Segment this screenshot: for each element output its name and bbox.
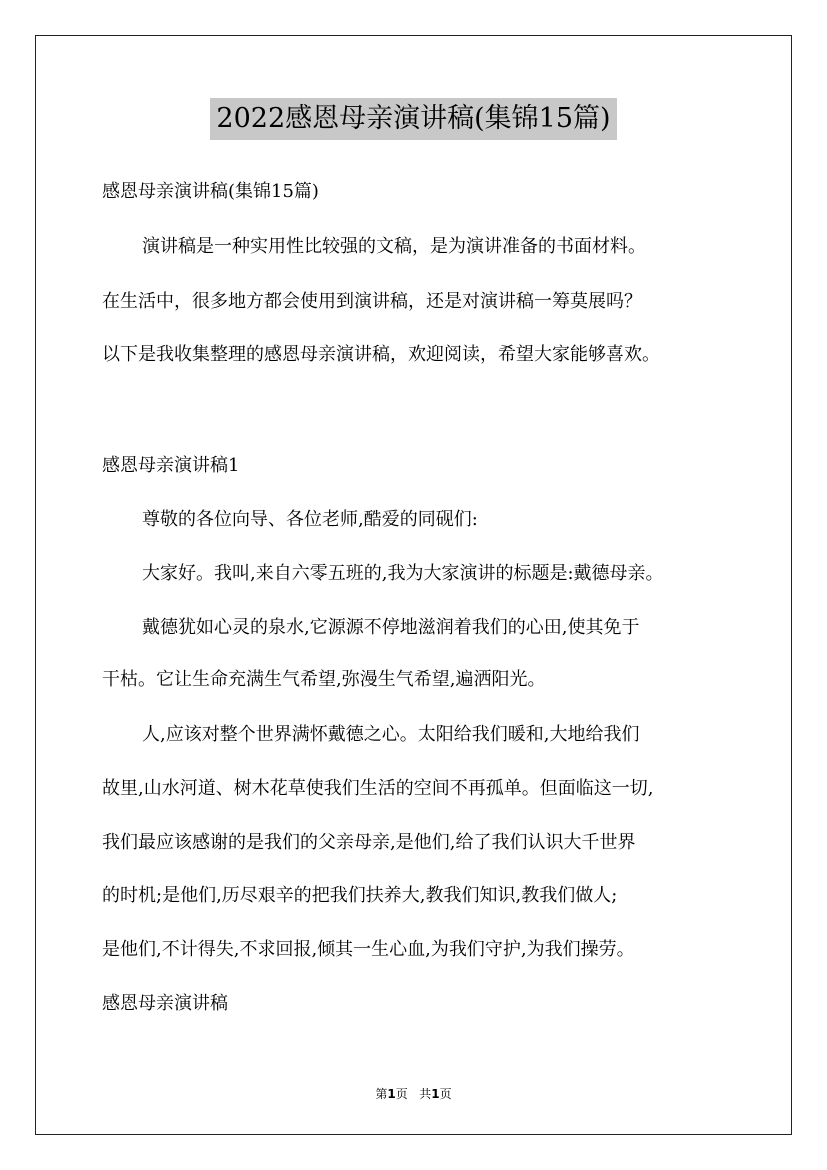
- total-prefix: 共: [419, 1087, 432, 1101]
- page-suffix: 页: [395, 1087, 408, 1101]
- paragraph-line: 人,应该对整个世界满怀戴德之心。太阳给我们暖和,大地给我们: [142, 724, 640, 745]
- subtitle-line: 感恩母亲演讲稿(集锦15篇): [102, 181, 319, 202]
- paragraph-line: 的时机;是他们,历尽艰辛的把我们扶养大,教我们知识,教我们做人;: [102, 885, 618, 906]
- paragraph-line: 尊敬的各位向导、各位老师,酷爱的同砚们:: [142, 509, 478, 530]
- document-title: 2022感恩母亲演讲稿(集锦15篇): [210, 98, 616, 140]
- paragraph-line: 大家好。我叫,来自六零五班的,我为大家演讲的标题是:戴德母亲。: [142, 563, 664, 584]
- page-prefix: 第: [375, 1087, 388, 1101]
- section-heading: 感恩母亲演讲稿: [102, 993, 228, 1014]
- paragraph-line: 是他们,不计得失,不求回报,倾其一生心血,为我们守护,为我们操劳。: [102, 939, 635, 960]
- paragraph-line: 故里,山水河道、树木花草使我们生活的空间不再孤单。但面临这一切,: [102, 778, 654, 799]
- total-pages: 1: [431, 1087, 440, 1101]
- paragraph-line: 演讲稿是一种实用性比较强的文稿，是为演讲准备的书面材料。: [142, 236, 646, 257]
- paragraph-line: 干枯。它让生命充满生气希望,弥漫生气希望,遍洒阳光。: [102, 669, 546, 690]
- title-container: [0, 98, 827, 140]
- paragraph-line: 戴德犹如心灵的泉水,它源源不停地滋润着我们的心田,使其免于: [142, 617, 640, 638]
- page-number: 1: [387, 1087, 396, 1101]
- paragraph-line: 在生活中，很多地方都会使用到演讲稿，还是对演讲稿一筹莫展吗？: [102, 291, 642, 312]
- section-heading: 感恩母亲演讲稿1: [102, 455, 240, 476]
- total-suffix: 页: [439, 1087, 452, 1101]
- paragraph-line: 我们最应该感谢的是我们的父亲母亲,是他们,给了我们认识大千世界: [102, 832, 636, 853]
- page-footer: [0, 1085, 827, 1102]
- paragraph-line: 以下是我收集整理的感恩母亲演讲稿，欢迎阅读，希望大家能够喜欢。: [102, 344, 660, 365]
